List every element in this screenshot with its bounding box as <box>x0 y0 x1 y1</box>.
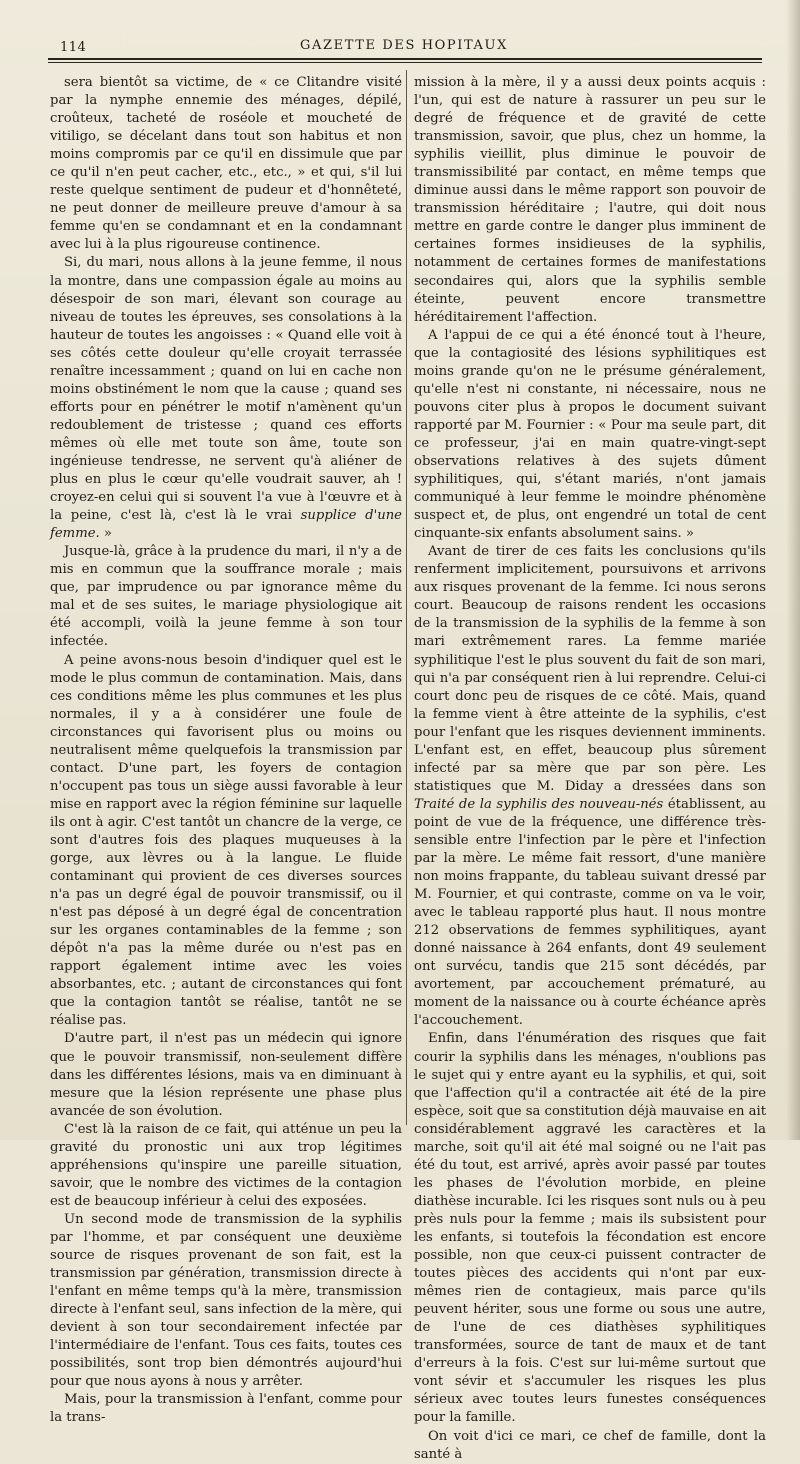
paragraph <box>414 1030 766 1427</box>
header-rule-thin <box>48 62 762 63</box>
journal-title: GAZETTE DES HOPITAUX <box>300 38 508 53</box>
paragraph <box>50 1121 402 1211</box>
paragraph-text: On voit d'ici ce mari, ce chef de famille, dont la santé à <box>414 1428 766 1462</box>
paragraph-text: A l'appui de ce qui a été énoncé tout à l'heure, que la contagiosité des lésions syphilitiques est moins grande qu'on ne le présume généralement, qu'elle n'est ni constante, ni nécessaire, nous ne pouvons citer plus à propos le document suivant rapporté par M. Fournier : « Pour ma seule part, dit ce professeur, j'ai en main quatre-vingt-sept observations relatives à des sujets dûment syphilitiques, qui, s'étant mariés, n'ont jamais communiqué à leur femme le moindre phénomène suspect et, de plus, ont engendré un total de cent cinquante-six enfants absolument sains. » <box>414 327 766 542</box>
paragraph <box>414 327 766 544</box>
paragraph-text: Jusque-là, grâce à la prudence du mari, il n'y a de mis en commun que la souffrance morale ; mais que, par imprudence ou par ignorance même du mal et de ses suites, le mariage physiologique ait été accompli, voilà la jeune femme à son tour infectée. <box>50 544 402 650</box>
italic-citation: supplice d'une femme. <box>50 508 402 542</box>
paragraph <box>50 254 402 543</box>
left-column <box>50 74 402 1426</box>
page-header <box>48 36 760 58</box>
paragraph-text: Un second mode de transmission de la syphilis par l'homme, et par conséquent une deuxième source de risques provenant de son fait, est la transmission par génération, transmission directe à l'enfant en même temps qu'à la mère, transmission directe à l'enfant seul, sans infection de la mère, qui devient à son tour secondairement infectée par l'intermédiaire de l'enfant. Tous ces faits, toutes ces possibilités, sont trop bien démontrés aujourd'hui pour que nous ayons à nous y arrêter. <box>50 1211 402 1390</box>
paragraph-text: A peine avons-nous besoin d'indiquer quel est le mode le plus commun de contamination. Mais, dans ces conditions même les plus communes et les plus normales, il y a à considérer une foule de circonstances qui favorisent plus ou moins ou neutralisent même quelquefois la transmission par contact. D'une part, les foyers de contagion n'occupent pas tous un siège aussi favorable à leur mise en rapport avec la région féminine sur laquelle ils ont à agir. C'est tantôt un chancre de la verge, ce sont d'autres fois des plaques muqueuses à la gorge, aux lèvres ou à la langue. Le fluide contaminant qui provient de ces diverses sources n'a pas un degré égal de pouvoir transmissif, ou il n'est pas déposé à un degré égal de concentration sur les organes contaminables de la femme ; son dépôt n'a pas la même durée ou n'est pas en rapport également intime avec les voies absorbantes, etc. ; autant de circonstances qui font que la contagion tantôt se réalise, tantôt ne se réalise pas. <box>50 652 402 1029</box>
paragraph-text: D'autre part, il n'est pas un médecin qui ignore que le pouvoir transmissif, non-seulement diffère dans les différentes lésions, mais va en diminuant à mesure que la lésion représente une phase plus avancée de son évolution. <box>50 1031 402 1119</box>
paragraph-text-tail: établissent, au point de vue de la fréquence, une différence très-sensible entre l'infection par le père et l'infection par la mère. Le même fait ressort, d'une manière non moins frappante, du tableau suivant dressé par M. Fournier, et qui contraste, comme on va le voir, avec le tableau rapporté plus haut. Il nous montre 212 observations de femmes syphilitiques, ayant donné naissance à 264 enfants, dont 49 seulement ont survécu, tandis que 215 sont décédés, par avortement, par accouchement prématuré, au moment de la naissance ou à courte échéance après l'accouchement. <box>414 796 766 1029</box>
paragraph <box>50 1211 402 1391</box>
paragraph-text: Si, du mari, nous allons à la jeune femme, il nous la montre, dans une compassion égale au moins au désespoir de son mari, élevant son courage au niveau de toutes les épreuves, ses consolations à la hauteur de toutes les angoisses : « Quand elle voit à ses côtés cette douleur qu'elle croyait terrassée renaître incessamment ; quand on lui en cache non moins obstinément le nom que la cause ; quand ses efforts pour en pénétrer le motif n'amènent qu'un redoublement de tristesse ; quand ces efforts mêmes où elle met toute son âme, toute son ingénieuse tendresse, ne servent qu'à aliéner de plus en plus le cœur qu'elle voudrait sauver, ah ! croyez-en celui qui si souvent l'a vue à l'œuvre et à la peine, c'est là, c'est là le vrai <box>50 255 402 524</box>
column-divider <box>406 70 407 1125</box>
paragraph <box>50 1391 402 1427</box>
page-number: 114 <box>60 40 87 55</box>
paragraph <box>414 74 766 327</box>
paragraph <box>414 1428 766 1464</box>
page-edge-shadow <box>786 0 800 1140</box>
paragraph <box>50 652 402 1031</box>
paragraph <box>50 74 402 254</box>
paragraph-text-tail: » <box>99 526 112 542</box>
header-rule <box>48 58 762 60</box>
paragraph-text: Avant de tirer de ces faits les conclusions qu'ils renferment implicitement, poursuivons et arrivons aux risques provenant de la femme. Ici nous serons court. Beaucoup de raisons rendent les occasions de la transmission de la syphilis de la femme à son mari extrêmement rares. La femme mariée syphilitique l'est le plus souvent du fait de son mari, qui n'a par conséquent rien à lui reprendre. Celui-ci court donc peu de risques de ce côté. Mais, quand la femme vient à être atteinte de la syphilis, c'est pour l'enfant que les risques deviennent imminents. L'enfant est, en effet, beaucoup plus sûrement infecté par sa mère que par son père. Les statistiques que M. Diday a dressées dans son <box>414 544 766 794</box>
paragraph <box>50 1030 402 1120</box>
paragraph-text: C'est là la raison de ce fait, qui atténue un peu la gravité du pronostic uni aux trop légitimes appréhensions qu'inspire une pareille situation, savoir, que le nombre des victimes de la contagion est de beaucoup inférieur à celui des exposées. <box>50 1121 402 1209</box>
italic-citation: Traité de la syphilis des nouveau-nés <box>414 796 664 812</box>
right-column <box>414 74 767 1462</box>
paragraph-text: sera bientôt sa victime, de « ce Clitandre visité par la nymphe ennemie des ménages, dépilé, croûteux, tacheté de roséole et moucheté de vitiligo, se décelant dans tout son habitus et non moins compromis par ce qu'il en dissimule que par ce qu'il n'en peut cacher, etc., etc., » et qui, s'il lui reste quelque sentiment de pudeur et d'honnêteté, ne peut donner de meilleure preuve d'amour à sa femme qu'en se condamnant et en la condamnant avec lui à la plus rigoureuse continence. <box>50 75 402 253</box>
paragraph-text: Mais, pour la transmission à l'enfant, comme pour la trans- <box>50 1392 402 1426</box>
paragraph-text: Enfin, dans l'énumération des risques que fait courir la syphilis dans les ménages, n'oublions pas le sujet qui y entre ayant eu la syphilis, et qui, soit que l'affection qu'il a contractée ait été de la pire espèce, soit que sa constitution déjà mauvaise en ait considérablement aggravé les caractères et la marche, soit qu'il ait été mal soigné ou ne l'ait pas été du tout, est arrivé, après avoir passé par toutes les phases de l'évolution morbide, en pleine diathèse incurable. Ici les risques sont nuls ou à peu près nuls pour la femme ; mais ils subsistent pour les enfants, si toutefois la fécondation est encore possible, non que ceux-ci puissent contracter de toutes pièces des accidents qui n'ont par eux-mêmes rien de contagieux, mais parce qu'ils peuvent hériter, sous une forme ou sous une autre, de l'une de ces diathèses syphilitiques transformées, source de tant de maux et de tant d'erreurs à la fois. C'est sur lui-même surtout que vont sévir et s'accumuler les risques les plus sérieux avec toutes leurs funestes conséquences pour la famille. <box>414 1031 767 1426</box>
paragraph-text: mission à la mère, il y a aussi deux points acquis : l'un, qui est de nature à rassurer un peu sur le degré de fréquence et de gravité de cette transmission, savoir, que plus, chez un homme, la syphilis vieillit, plus diminue le pouvoir de transmissibilité par contact, en même temps que diminue aussi dans le même rapport son pouvoir de transmission héréditaire ; l'autre, qui doit nous mettre en garde contre le danger plus imminent de certaines formes insidieuses de la syphilis, notamment de certaines formes de manifestations secondaires qui, alors que la syphilis semble éteinte, peuvent encore transmettre héréditairement l'affection. <box>414 75 766 325</box>
paragraph <box>50 543 402 651</box>
paragraph <box>414 543 766 1030</box>
